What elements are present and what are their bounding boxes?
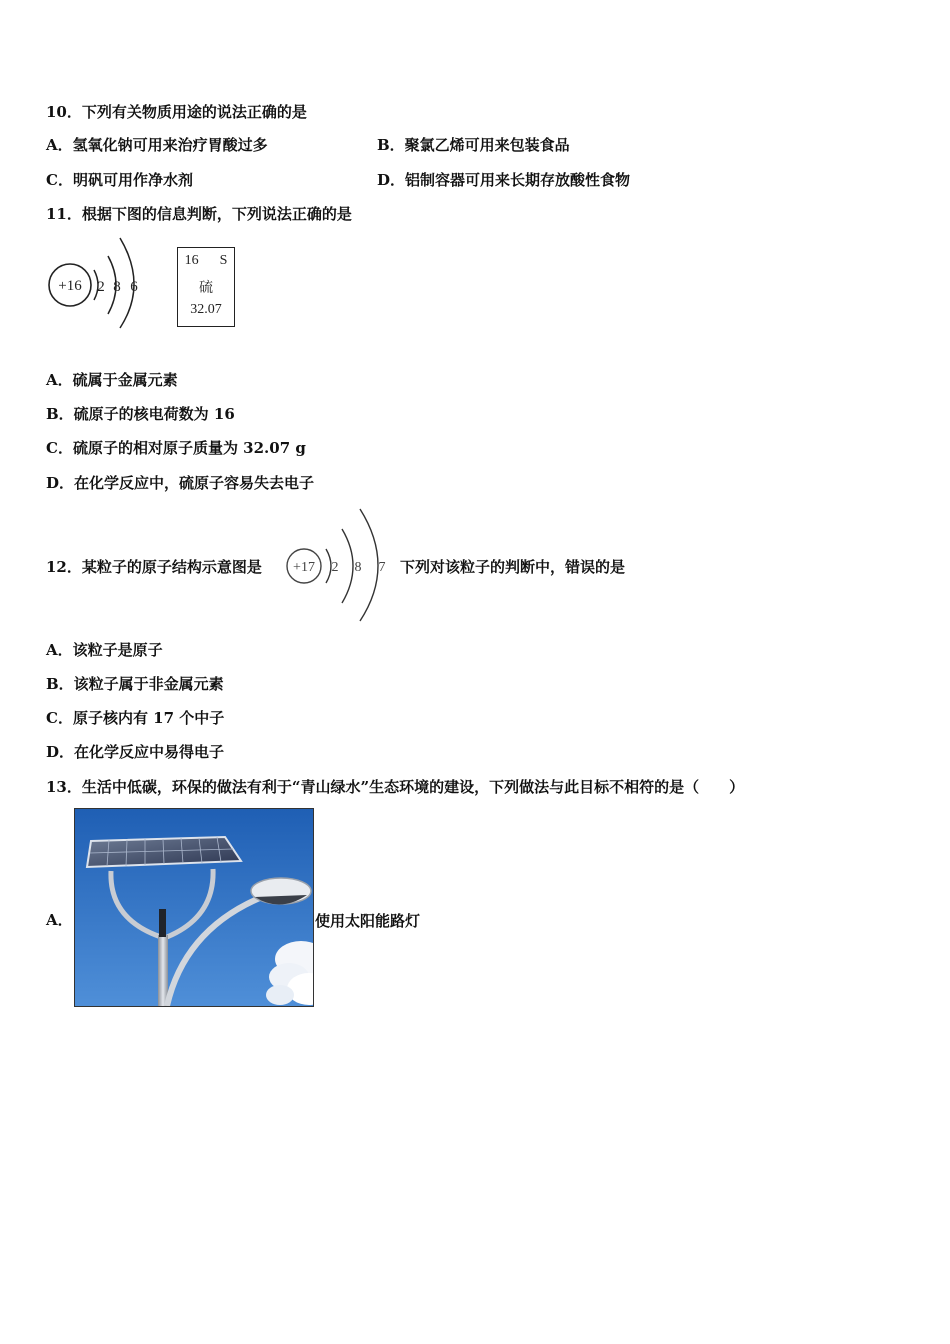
electron-shell-arc bbox=[342, 529, 353, 603]
q10-stem: 10．下列有关物质用途的说法正确的是 bbox=[46, 103, 307, 121]
shell-electrons: 2 bbox=[331, 560, 339, 575]
shell-electrons: 2 bbox=[97, 279, 105, 295]
q10-option-c: C．明矾可用作净水剂 bbox=[46, 171, 193, 189]
atomic-mass: 32.07 bbox=[190, 302, 222, 317]
periodic-table-cell bbox=[177, 247, 235, 327]
q10-option-d: D．铝制容器可用来长期存放酸性食物 bbox=[377, 171, 631, 189]
q13-stem: 13．生活中低碳，环保的做法有利于“青山绿水”生态环境的建设，下列做法与此目标不相符的是（ ） bbox=[46, 778, 745, 796]
shell-electrons: 8 bbox=[354, 560, 362, 575]
q12-stem-start: 12．某粒子的原子结构示意图是 bbox=[46, 558, 262, 576]
shell-electrons: 8 bbox=[113, 279, 121, 295]
element-symbol: S bbox=[219, 253, 228, 268]
nucleus-charge: +17 bbox=[293, 560, 315, 575]
q12-option-d: D．在化学反应中易得电子 bbox=[46, 743, 225, 761]
q12-option-c: C．原子核内有 17 个中子 bbox=[46, 709, 225, 727]
q13-option-a-caption: 使用太阳能路灯 bbox=[315, 912, 421, 930]
q11-option-a: A．硫属于金属元素 bbox=[46, 371, 178, 389]
shell-electrons: 6 bbox=[130, 279, 138, 295]
q11-option-c: C．硫原子的相对原子质量为 32.07 g bbox=[46, 439, 306, 457]
q10-option-b: B．聚氯乙烯可用来包装食品 bbox=[377, 136, 570, 154]
q11-stem: 11．根据下图的信息判断，下列说法正确的是 bbox=[46, 205, 352, 223]
q11-option-b: B．硫原子的核电荷数为 16 bbox=[46, 405, 235, 423]
solar-street-lamp-photo bbox=[74, 808, 314, 1007]
element-name: 硫 bbox=[199, 281, 213, 296]
shell-electrons: 7 bbox=[378, 560, 386, 575]
q13-option-a-label: A． bbox=[46, 911, 73, 929]
sulfur-atom-structure-diagram bbox=[44, 234, 144, 332]
atomic-number: 16 bbox=[184, 253, 199, 268]
nucleus-charge: +16 bbox=[58, 278, 82, 294]
q11-option-d: D．在化学反应中，硫原子容易失去电子 bbox=[46, 474, 315, 492]
electron-shell-arc bbox=[326, 549, 331, 583]
chlorine-atom-structure-diagram bbox=[284, 505, 394, 625]
q10-option-a: A．氢氧化钠可用来治疗胃酸过多 bbox=[46, 136, 268, 154]
solar-street-lamp-image bbox=[75, 809, 313, 1006]
q12-option-a: A．该粒子是原子 bbox=[46, 641, 163, 659]
electron-shell-arc bbox=[360, 509, 378, 621]
q12-option-b: B．该粒子属于非金属元素 bbox=[46, 675, 224, 693]
q12-stem-end: 下列对该粒子的判断中，错误的是 bbox=[400, 558, 626, 576]
